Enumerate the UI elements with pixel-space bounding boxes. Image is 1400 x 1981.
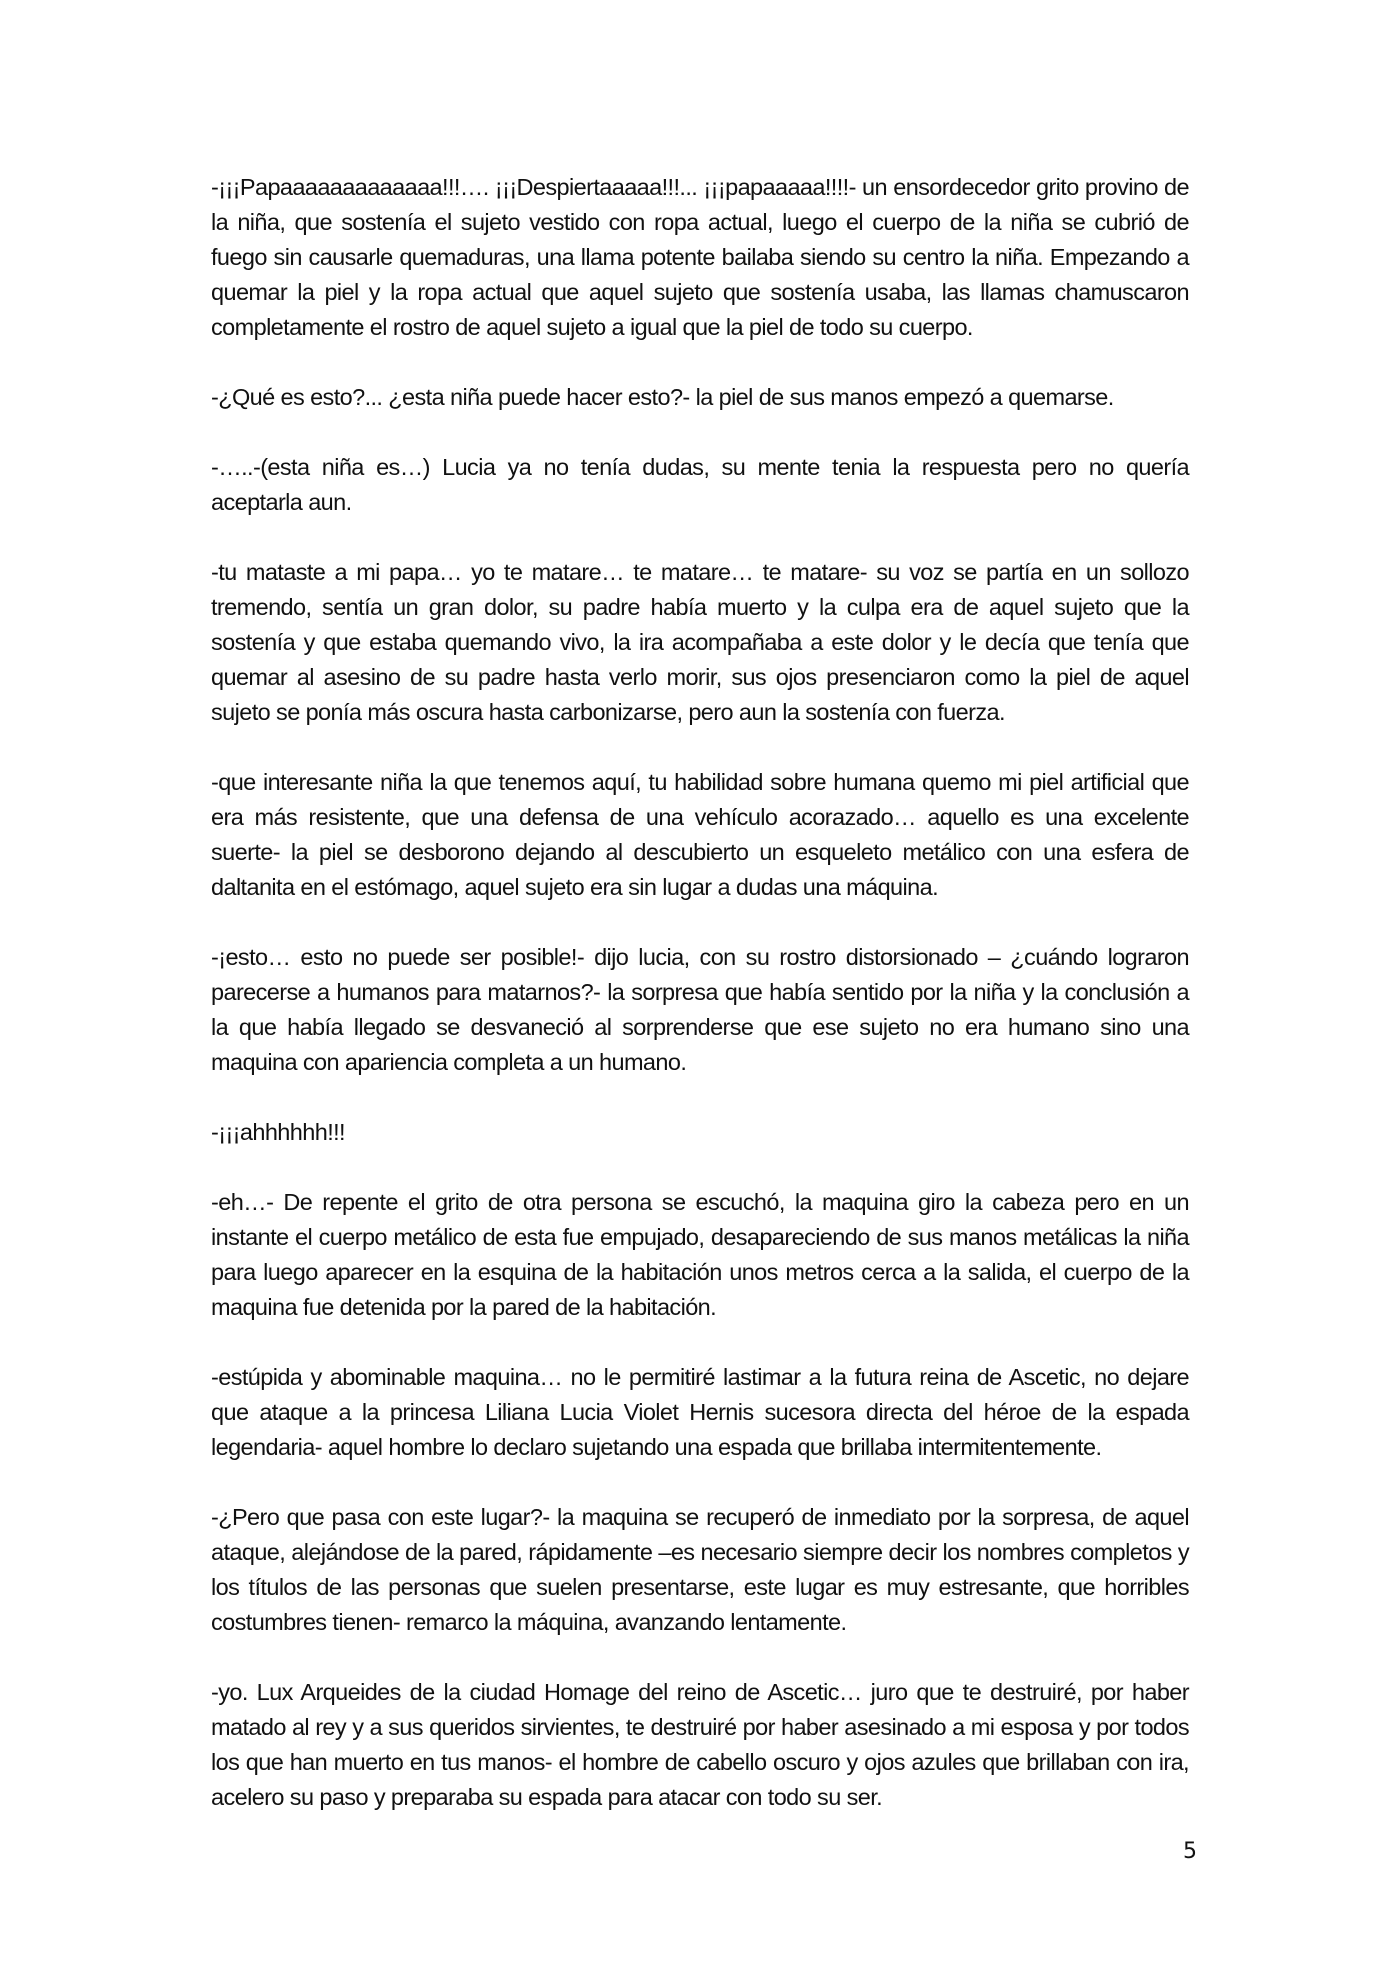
paragraph: -…..-(esta niña es…) Lucia ya no tenía dudas, su mente tenia la respuesta pero no quería aceptarla aun. (211, 454, 1189, 515)
paragraph: -que interesante niña la que tenemos aquí, tu habilidad sobre humana quemo mi piel artificial que era más resistente, que una defensa de una vehículo acorazado… aquello es una excelente suerte- la piel se desborono dejando al descubierto un esqueleto metálico con una esfera de daltanita en el estómago, aquel sujeto era sin lugar a dudas una máquina. (211, 769, 1189, 900)
paragraph: -¡¡¡ahhhhhh!!! (211, 1119, 345, 1145)
paragraph: -¡esto… esto no puede ser posible!- dijo lucia, con su rostro distorsionado – ¿cuándo lograron parecerse a humanos para matarnos?- la sorpresa que había sentido por la niña y la conclusión a la que había llegado se desvaneció al sorprenderse que ese sujeto no era humano sino una maquina con apariencia completa a un humano. (211, 944, 1189, 1075)
page-number: 5 (1183, 1839, 1197, 1864)
paragraph: -tu mataste a mi papa… yo te matare… te matare… te matare- su voz se partía en un sollozo tremendo, sentía un gran dolor, su padre había muerto y la culpa era de aquel sujeto que la sostenía y que estaba quemando vivo, la ira acompañaba a este dolor y le decía que tenía que quemar al asesino de su padre hasta verlo morir, sus ojos presenciaron como la piel de aquel sujeto se ponía más oscura hasta carbonizarse, pero aun la sostenía con fuerza. (211, 559, 1189, 725)
paragraph: -¿Qué es esto?... ¿esta niña puede hacer esto?- la piel de sus manos empezó a quemarse. (211, 384, 1114, 410)
paragraph: -¿Pero que pasa con este lugar?- la maquina se recuperó de inmediato por la sorpresa, de aquel ataque, alejándose de la pared, rápidamente –es necesario siempre decir los nombres completos y los títulos de las personas que suelen presentarse, este lugar es muy estresante, que horribles costumbres tienen- remarco la máquina, avanzando lentamente. (211, 1504, 1189, 1635)
paragraph: -eh…- De repente el grito de otra persona se escuchó, la maquina giro la cabeza pero en un instante el cuerpo metálico de esta fue empujado, desapareciendo de sus manos metálicas la niña para luego aparecer en la esquina de la habitación unos metros cerca a la salida, el cuerpo de la maquina fue detenida por la pared de la habitación. (211, 1189, 1189, 1320)
paragraph: -estúpida y abominable maquina… no le permitiré lastimar a la futura reina de Ascetic, no dejare que ataque a la princesa Liliana Lucia Violet Hernis sucesora directa del héroe de la espada legendaria- aquel hombre lo declaro sujetando una espada que brillaba intermitentemente. (211, 1364, 1189, 1460)
paragraph: -¡¡¡Papaaaaaaaaaaaaa!!!…. ¡¡¡Despiertaaaaa!!!... ¡¡¡papaaaaa!!!!- un ensordecedor grito provino de la niña, que sostenía el sujeto vestido con ropa actual, luego el cuerpo de la niña se cubrió de fuego sin causarle quemaduras, una llama potente bailaba siendo su centro la niña. Empezando a quemar la piel y la ropa actual que aquel sujeto que sostenía usaba, las llamas chamuscaron completamente el rostro de aquel sujeto a igual que la piel de todo su cuerpo. (211, 174, 1189, 340)
paragraph: -yo. Lux Arqueides de la ciudad Homage del reino de Ascetic… juro que te destruiré, por haber matado al rey y a sus queridos sirvientes, te destruiré por haber asesinado a mi esposa y por todos los que han muerto en tus manos- el hombre de cabello oscuro y ojos azules que brillaban con ira, acelero su paso y preparaba su espada para atacar con todo su ser. (211, 1679, 1189, 1810)
body-text (211, 170, 1189, 1850)
